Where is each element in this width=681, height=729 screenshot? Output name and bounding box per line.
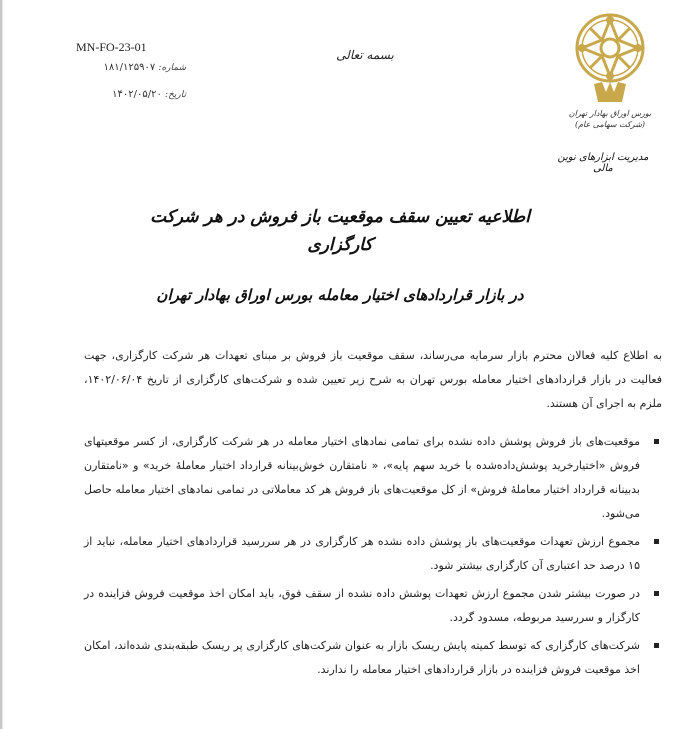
number-label: شماره: [158,63,186,73]
list-item [84,582,640,630]
form-code: MN-FO-23-01 [76,40,147,54]
list-item-text: در صورت بیشتر شدن مجموع ارزش تعهدات پوشش داده نشده از سقف فوق، باید امکان اخذ موقعیت فروش فزاینده در کارگزار و سررسید مربوطه، مسدود گردد. [84,587,640,624]
square-bullet-icon [654,591,659,596]
list-item [84,430,640,526]
page-edge [0,0,3,729]
list-item-text: شرکت‌های کارگزاری که توسط کمیته پایش ریسک بازار به عنوان شرکت‌های کارگزاری پر ریسک طبقه‌بندی شده‌اند، امکان اخذ موقعیت فروش فزاینده در بازار قراردادهای اختیار معامله را ندارند. [84,639,640,676]
organization-name-line2: (شرکت سهامی عام) [574,120,646,129]
list-item [84,530,640,578]
number-value: ۱۸۱/۱۲۵۹۰۷ [103,62,156,73]
organization-logo [555,12,665,130]
basmala-heading: بسمه تعالی [336,48,394,62]
department-name: مدیریت ابزارهای نوین مالی [557,152,649,174]
title-line1: اطلاعیه تعیین سقف موقعیت باز فروش در هر شرکت کارگزاری [150,207,530,255]
title-line2: در بازار قراردادهای اختیار معامله بورس اوراق بهادار تهران [156,286,524,304]
rules-list [84,430,662,682]
document-title [150,203,530,309]
list-item-text: موقعیت‌های باز فروش پوشش داده نشده برای تمامی نمادهای اختیار معامله در هر شرکت کارگزاری، از کسر موقعیتهای فروش «اختیارخرید پوشش‌داده‌شده با خرید سهم پایه»، « نامتقارن خوش‌بینانه قرارداد اختیار معاملهٔ خرید» و «نامتقارن بدبینانه قرارداد اختیار معاملهٔ فروش» از کل موقعیت‌های باز فروش هر کد معاملاتی در تمامی نمادهای اختیار معامله حاصل می‌شود. [84,435,640,520]
organization-name [555,108,665,130]
letter-number [86,62,186,73]
organization-name-line1: بورس اوراق بهادار تهران [568,109,652,118]
list-item [84,634,640,682]
date-value: ۱۴۰۲/۰۵/۲۰ [112,89,162,100]
date-label: تاریخ: [165,90,186,100]
tse-emblem-icon [572,12,648,104]
list-item-text: مجموع ارزش تعهدات موقعیت‌های باز پوشش داده نشده هر کارگزاری در هر سررسید قراردادهای اختیار معامله، نباید از ۱۵ درصد حد اعتباری آن کارگزاری بیشتر شود. [84,535,640,572]
square-bullet-icon [654,539,659,544]
letter-date [86,89,186,100]
document-body [84,344,662,686]
square-bullet-icon [654,643,659,648]
square-bullet-icon [654,439,659,444]
intro-paragraph: به اطلاع کلیه فعالان محترم بازار سرمایه می‌رساند، سقف موقعیت باز فروش بر مبنای تعهدات هر شرکت کارگزاری، جهت فعالیت در بازار قراردادهای اختیار معامله بورس تهران به شرح زیر تعیین شده و شرکت‌های کارگزاری از تاریخ ۱۴۰۲/۰۶/۰۴، ملزم به اجرای آن هستند. [84,349,662,410]
